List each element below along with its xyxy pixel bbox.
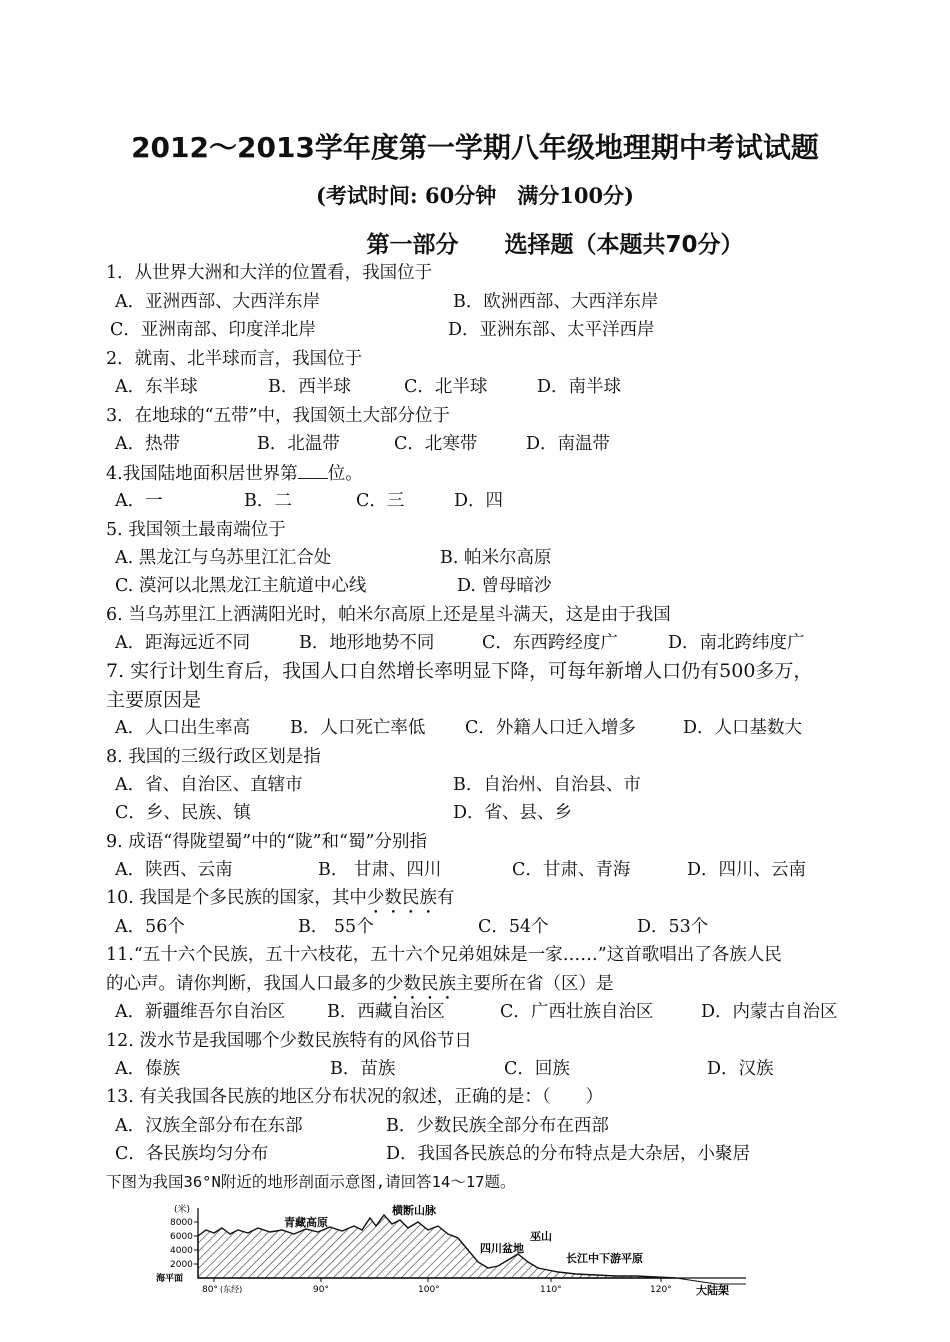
terrain-profile-figure [156,1200,756,1296]
q5-option-c: C. 漠河以北黑龙江主航道中心线 [115,576,367,596]
mountain-label: 横断山脉 [392,1204,436,1217]
q1-option-d: D．亚洲东部、太平洋西岸 [448,320,655,340]
q5-option-d: D. 曾母暗沙 [457,576,552,596]
question-12-stem: 12. 泼水节是我国哪个少数民族特有的风俗节日 [106,1031,472,1051]
q12-option-c: C．回族 [504,1059,570,1079]
q8-option-c: C．乡、民族、镇 [115,803,251,823]
q10-option-d: D．53个 [637,917,709,937]
question-8-stem: 8. 我国的三级行政区划是指 [106,747,321,767]
q13-option-b: B．少数民族全部分布在西部 [386,1116,609,1136]
q7-option-b: B．人口死亡率低 [290,718,426,738]
q12-option-a: A．傣族 [115,1059,181,1079]
q3-option-a: A．热带 [115,434,181,454]
q2-option-a: A．东半球 [115,377,198,397]
q8-option-a: A．省、自治区、直辖市 [115,775,303,795]
question-7-stem-line2: 主要原因是 [106,689,202,711]
q4-option-c: C．三 [356,491,405,511]
q1-option-a: A．亚洲西部、大西洋东岸 [115,292,321,312]
q9-option-a: A．陕西、云南 [115,860,233,880]
q4-option-d: D．四 [454,491,504,511]
wushan-label: 巫山 [530,1230,552,1243]
question-13-stem: 13. 有关我国各民族的地区分布状况的叙述，正确的是：（ ） [106,1087,604,1107]
unit-label: (米) [174,1205,191,1215]
longitude-tick: 100° [418,1285,440,1295]
q12-option-d: D．汉族 [707,1059,774,1079]
q10-stem-before: 10. 我国是个多民族的国家，其中 [106,888,367,908]
question-3-stem: 3．在地球的“五带”中，我国领土大部分位于 [106,406,451,426]
longitude-tick: 110° [540,1285,562,1295]
plain-label: 长江中下游平原 [566,1252,643,1265]
elevation-tick: 4000 [170,1246,193,1256]
q4-stem-after: 位。 [327,464,363,484]
q4-option-b: B．二 [244,491,292,511]
question-5-stem: 5. 我国领土最南端位于 [106,520,286,540]
figure-instruction: 下图为我国36°N附近的地形剖面示意图,请回答14～17题。 [106,1173,516,1191]
q9-option-b: B． 甘肃、四川 [318,860,442,880]
q9-option-d: D．四川、云南 [687,860,807,880]
q10-option-b: B． 55个 [298,917,374,937]
q6-option-c: C．东西跨经度广 [482,633,618,653]
q7-option-c: C．外籍人口迁入增多 [465,718,636,738]
question-10-stem [106,887,454,918]
longitude-unit: (东经) [220,1285,243,1294]
q11-option-b: B．西藏自治区 [327,1002,445,1022]
question-7-stem-line1: 7. 实行计划生育后，我国人口自然增长率明显下降，可每年新增人口仍有500多万， [106,660,813,682]
q3-option-b: B．北温带 [257,434,340,454]
q3-option-c: C．北寒带 [394,434,478,454]
q7-option-a: A．人口出生率高 [115,718,251,738]
q5-option-b: B. 帕米尔高原 [440,548,552,568]
question-4-stem [106,462,363,485]
q2-option-d: D．南半球 [537,377,622,397]
q11-option-c: C．广西壮族自治区 [500,1002,654,1022]
q9-option-c: C．甘肃、青海 [512,860,631,880]
elevation-tick: 2000 [170,1260,193,1270]
q13-option-a: A．汉族全部分布在东部 [115,1116,303,1136]
question-1-stem: 1．从世界大洲和大洋的位置看，我国位于 [106,263,433,283]
q4-stem-before: 4.我国陆地面积居世界第 [106,464,298,484]
q5-option-a: A. 黑龙江与乌苏里江汇合处 [115,548,332,568]
q6-option-b: B．地形地势不同 [299,633,435,653]
q11-option-a: A．新疆维吾尔自治区 [115,1002,286,1022]
question-9-stem: 9. 成语“得陇望蜀”中的“陇”和“蜀”分别指 [106,832,427,852]
terrain-shape [198,1215,676,1278]
q11-stem-before: 的心声。请你判断，我国人口最多的 [106,974,386,994]
longitude-tick: 90° [313,1285,329,1295]
exam-info: (考试时间: 60分钟 满分100分) [316,183,634,208]
answer-blank [298,462,328,479]
q7-option-d: D．人口基数大 [683,718,803,738]
q6-option-d: D．南北跨纬度广 [668,633,805,653]
q3-option-d: D．南温带 [526,434,611,454]
longitude-tick: 120° [650,1285,672,1295]
q12-option-b: B．苗族 [330,1059,396,1079]
q10-option-a: A．56个 [115,917,185,937]
q6-option-a: A．距海远近不同 [115,633,251,653]
q2-option-b: B．西半球 [268,377,351,397]
q4-option-a: A．一 [115,491,163,511]
q10-stem-after: 有 [436,888,455,908]
section-heading: 第一部分 选择题（本题共70分） [366,232,744,258]
q11-stem-after: 主要所在省（区）是 [456,974,614,994]
longitude-tick: 80° [202,1285,218,1295]
basin-label: 四川盆地 [480,1242,524,1255]
plateau-label: 青藏高原 [284,1216,328,1229]
q1-option-c: C．亚洲南部、印度洋北岸 [110,320,316,340]
question-2-stem: 2．就南、北半球而言，我国位于 [106,349,363,369]
elevation-tick: 8000 [170,1218,193,1228]
q13-option-d: D．我国各民族总的分布特点是大杂居，小聚居 [386,1144,751,1164]
q2-option-c: C．北半球 [404,377,488,397]
q13-option-c: C．各民族均匀分布 [115,1144,269,1164]
elevation-tick: 6000 [170,1232,193,1242]
page-title: 2012～2013学年度第一学期八年级地理期中考试试题 [131,131,819,164]
q10-emphasis: 少数民族 [366,888,437,908]
q8-option-d: D．省、县、乡 [453,803,573,823]
question-11-stem-line1: 11.“五十六个民族，五十六枝花，五十六个兄弟姐妹是一家……”这首歌唱出了各族人民 [106,945,782,965]
q10-option-c: C．54个 [478,917,549,937]
question-11-stem-line2 [106,973,614,1004]
question-6-stem: 6. 当乌苏里江上洒满阳光时，帕米尔高原上还是星斗满天，这是由于我国 [106,605,671,625]
q11-option-d: D．内蒙古自治区 [701,1002,838,1022]
sea-level-label: 海平面 [156,1274,184,1284]
q1-option-b: B．欧洲西部、大西洋东岸 [453,292,659,312]
q8-option-b: B．自治州、自治县、市 [453,775,641,795]
q11-emphasis: 少数民族 [386,974,456,994]
shelf-label: 大陆架 [696,1284,729,1296]
